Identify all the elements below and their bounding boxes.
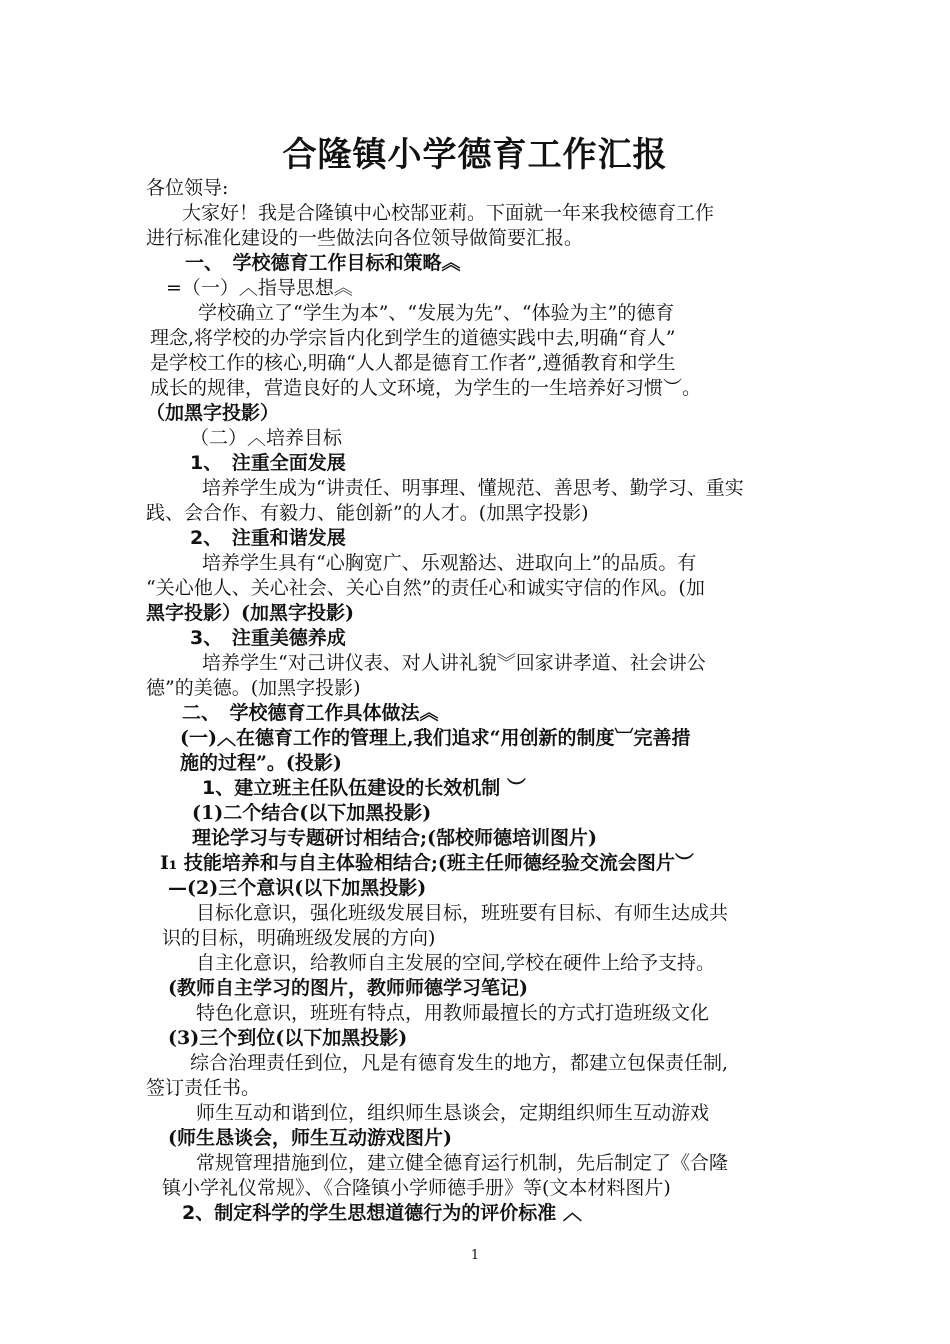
body-line: 综合治理责任到位，凡是有德育发生的地方，都建立包保责任制, (190, 1052, 729, 1074)
body-line: 学校确立了“学生为本”、“发展为先”、“体验为主”的德育 (198, 302, 675, 324)
body-line: 目标化意识，强化班级发展目标，班班要有目标、有师生达成共 (196, 902, 729, 924)
body-line: 进行标准化建设的一些做法向各位领导做简要汇报。 (146, 227, 584, 249)
body-line: 理论学习与专题研讨相结合;(郜校师德培训图片) (192, 827, 597, 849)
body-line: “关心他人、关心社会、关心自然”的责任心和诚实守信的作风。(加 (146, 577, 705, 599)
body-line: 理念,将学校的办学宗旨内化到学生的道德实践中去,明确“育人” (150, 327, 676, 349)
page-number: 1 (470, 1248, 480, 1263)
section-heading: 一、 学校德育工作目标和策略︽ (185, 252, 461, 274)
body-line: 是学校工作的核心,明确“人人都是德育工作者”,遵循教育和学生 (150, 352, 676, 374)
body-line: 德”的美德。(加黑字投影) (146, 677, 361, 699)
document-title: 合隆镇小学德育工作汇报 (282, 135, 668, 175)
body-line: 签订责任书。 (146, 1077, 261, 1099)
body-line: 培养学生“对己讲仪表、对人讲礼貌︾回家讲孝道、社会讲公 (202, 652, 706, 674)
body-line: (3)三个到位(以下加黑投影) (168, 1027, 408, 1049)
body-line: 大家好！我是合隆镇中心校郜亚莉。下面就一年来我校德育工作 (182, 202, 715, 224)
note-line: (教师自主学习的图片，教师师德学习笔记) (168, 977, 528, 999)
item-heading: 1、建立班主任队伍建设的长效机制 ︶ (202, 777, 526, 799)
body-line: 识的目标，明确班级发展的方向) (162, 927, 436, 949)
body-line: 施的过程”。(投影) (180, 752, 342, 774)
body-line: I₁ 技能培养和与自主体验相结合;(班主任师德经验交流会图片︶ (160, 852, 694, 874)
subsection-heading: =（一）︿指导思想︽ (166, 277, 353, 299)
body-line: —(2)三个意识(以下加黑投影) (168, 877, 427, 899)
body-line: 常规管理措施到位，建立健全德育运行机制，先后制定了《合隆 (196, 1152, 729, 1174)
salutation: 各位领导: (146, 177, 229, 199)
body-line: 培养学生成为“讲责任、明事理、懂规范、善思考、勤学习、重实 (202, 477, 744, 499)
item-heading: 2、制定科学的学生思想道德行为的评价标准 ︿ (182, 1202, 582, 1224)
subsection-heading: （二）︿培养目标 (190, 427, 343, 449)
body-line: (一)︿在德育工作的管理上,我们追求“用创新的制度︺完善措 (180, 727, 691, 749)
item-heading: 1、 注重全面发展 (190, 452, 346, 474)
note-line: （加黑字投影） (146, 402, 280, 424)
body-line: 自主化意识，给教师自主发展的空间,学校在硬件上给予支持。 (196, 952, 716, 974)
note-line: 黑字投影）(加黑字投影) (146, 602, 354, 624)
note-line: (师生恳谈会，师生互动游戏图片) (168, 1127, 452, 1149)
body-line: 成长的规律，营造良好的人文环境，为学生的一生培养好习惯︶。 (150, 377, 702, 399)
body-line: 特色化意识，班班有特点，用教师最擅长的方式打造班级文化 (196, 1002, 710, 1024)
body-line: (1)二个结合(以下加黑投影) (192, 802, 432, 824)
body-line: 镇小学礼仪常规》、《合隆镇小学师德手册》等(文本材料图片) (162, 1177, 671, 1199)
body-line: 培养学生具有“心胸宽广、乐观豁达、进取向上”的品质。有 (202, 552, 697, 574)
body-line: 师生互动和谐到位，组织师生恳谈会，定期组织师生互动游戏 (196, 1102, 710, 1124)
body-line: 践、会合作、有毅力、能创新”的人才。(加黑字投影) (146, 502, 589, 524)
section-heading: 二、 学校德育工作具体做法︽ (182, 702, 439, 724)
item-heading: 2、 注重和谐发展 (190, 527, 346, 549)
item-heading: 3、 注重美德养成 (190, 627, 346, 649)
